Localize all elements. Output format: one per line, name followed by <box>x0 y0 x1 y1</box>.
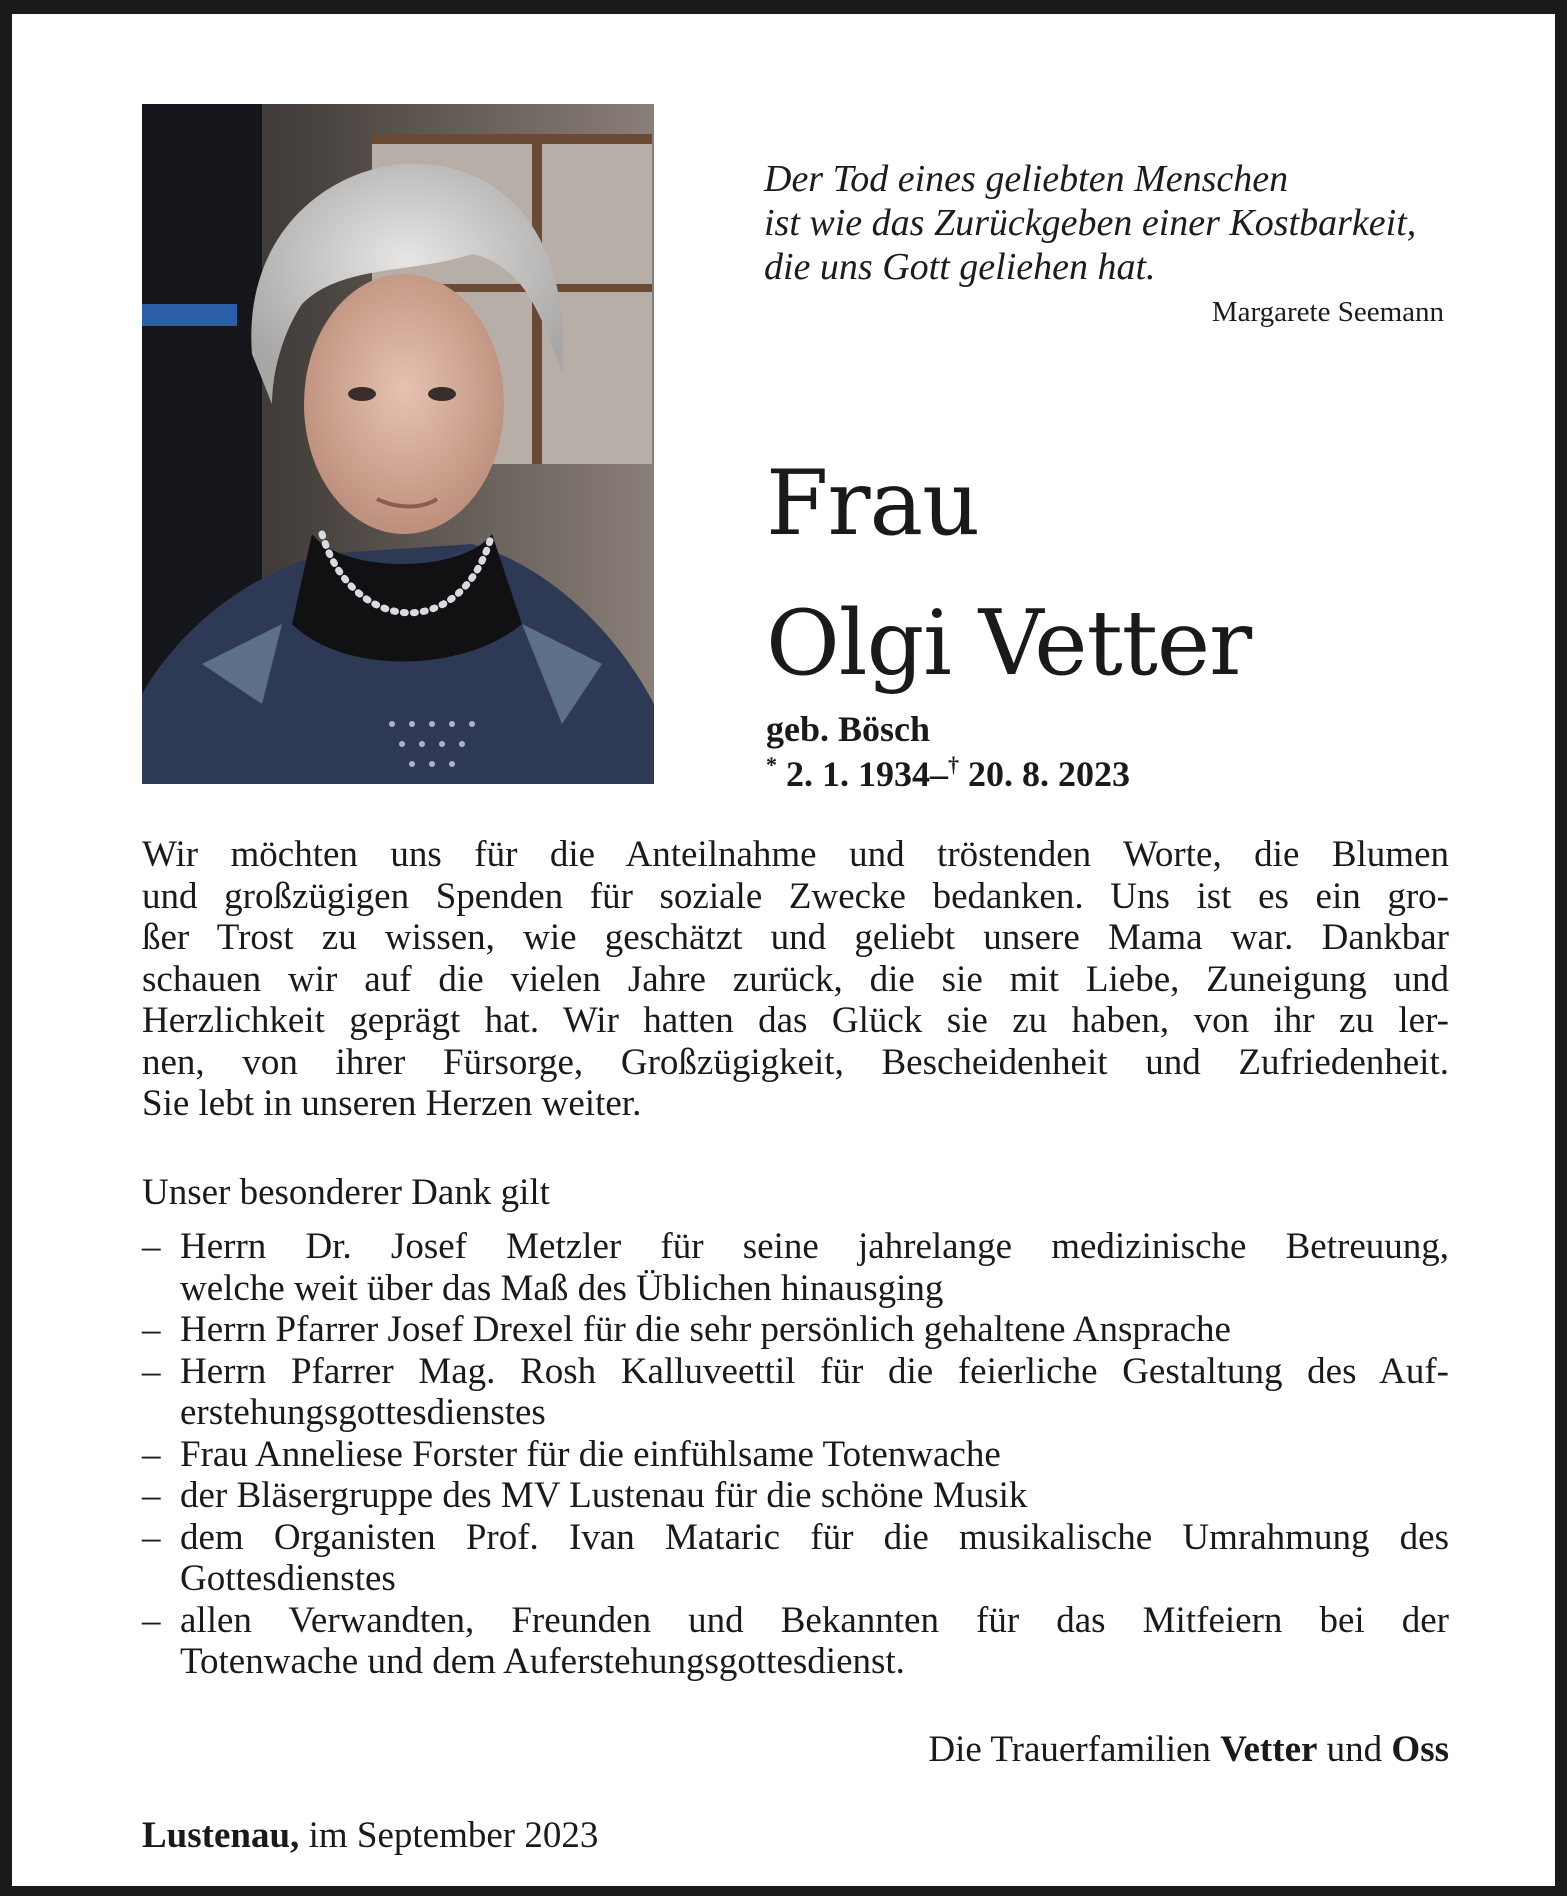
portrait-image <box>142 104 654 784</box>
family-name-1: Vetter <box>1220 1729 1318 1770</box>
birth-date: 2. 1. 1934 <box>786 754 930 794</box>
death-mark: † <box>948 752 959 777</box>
birth-mark: * <box>766 752 777 777</box>
message-line: Sie lebt in unseren Herzen weiter. <box>142 1083 642 1124</box>
list-dash: – <box>142 1433 161 1475</box>
list-item-line: Totenwache und dem Auferstehungsgottesdienst. <box>180 1641 905 1682</box>
quote-author: Margarete Seemann <box>1211 296 1444 328</box>
signature-conjunction: und <box>1326 1729 1383 1770</box>
list-item-line: Herrn Pfarrer Josef Drexel für die sehr persönlich gehaltene Ansprache <box>180 1309 1231 1350</box>
memorial-quote <box>764 157 1464 289</box>
list-item <box>142 1309 1449 1351</box>
list-item-line: Frau Anneliese Forster für die einfühlsame Totenwache <box>180 1433 1001 1475</box>
quote-line: ist wie das Zurückgeben einer Kostbarkeit, <box>764 202 1417 244</box>
list-item-line: Herrn Pfarrer Mag. Rosh Kalluveettil für die feierliche Gestaltung des Auf- <box>180 1350 1449 1392</box>
life-dates <box>766 752 1130 795</box>
quote-line: Der Tod eines geliebten Menschen <box>764 158 1289 200</box>
place: Lustenau, <box>142 1815 300 1856</box>
list-item-line: Gottesdienstes <box>180 1558 396 1599</box>
list-item <box>142 1434 1449 1476</box>
thank-you-message <box>142 834 1449 1125</box>
list-dash: – <box>142 1309 161 1350</box>
death-date: 20. 8. 2023 <box>968 754 1130 794</box>
list-item <box>142 1226 1449 1309</box>
thanks-list <box>142 1226 1449 1683</box>
list-item-line: Herrn Dr. Josef Metzler für seine jahrelange medizinische Betreuung, <box>180 1226 1449 1267</box>
list-dash: – <box>142 1475 161 1516</box>
message-line: nen, von ihrer Fürsorge, Großzügigkeit, Bescheidenheit und Zufriedenheit. <box>142 1041 1449 1083</box>
list-item <box>142 1517 1449 1600</box>
deceased-name: Olgi Vetter <box>766 591 1252 696</box>
date: im September 2023 <box>308 1815 599 1856</box>
list-item-line: erstehungsgottesdienstes <box>180 1392 546 1433</box>
date-dash: – <box>930 754 948 794</box>
list-item <box>142 1600 1449 1683</box>
message-line: schauen wir auf die vielen Jahre zurück, die sie mit Liebe, Zuneigung und <box>142 958 1449 1000</box>
family-name-2: Oss <box>1391 1729 1449 1770</box>
list-dash: – <box>142 1350 161 1392</box>
list-item <box>142 1351 1449 1434</box>
signature-prefix: Die Trauerfamilien <box>928 1729 1211 1770</box>
family-signature <box>712 1728 1449 1771</box>
message-line: und großzügigen Spenden für soziale Zwecke bedanken. Uns ist es ein gro- <box>142 875 1449 917</box>
list-dash: – <box>142 1226 161 1267</box>
list-dash: – <box>142 1516 161 1558</box>
list-item-line: dem Organisten Prof. Ivan Mataric für die musikalische Umrahmung des <box>180 1516 1449 1558</box>
portrait-photo <box>142 104 654 784</box>
message-line: Herzlichkeit geprägt hat. Wir hatten das Glück sie zu haben, von ihr zu ler- <box>142 1000 1449 1041</box>
thanks-heading: Unser besonderer Dank gilt <box>142 1172 550 1213</box>
salutation: Frau <box>766 451 980 556</box>
place-date <box>142 1814 598 1857</box>
list-item <box>142 1475 1449 1517</box>
list-dash: – <box>142 1599 161 1641</box>
list-item-line: allen Verwandten, Freunden und Bekannten für das Mitfeiern bei der <box>180 1599 1449 1641</box>
list-item-line: welche weit über das Maß des Üblichen hinausging <box>180 1267 944 1309</box>
birth-name: geb. Bösch <box>766 709 931 749</box>
message-line: ßer Trost zu wissen, wie geschätzt und geliebt unsere Mama war. Dankbar <box>142 917 1449 958</box>
quote-line: die uns Gott geliehen hat. <box>764 246 1156 288</box>
message-line: Wir möchten uns für die Anteilnahme und tröstenden Worte, die Blumen <box>142 834 1449 875</box>
list-item-line: der Bläsergruppe des MV Lustenau für die schöne Musik <box>180 1475 1028 1516</box>
